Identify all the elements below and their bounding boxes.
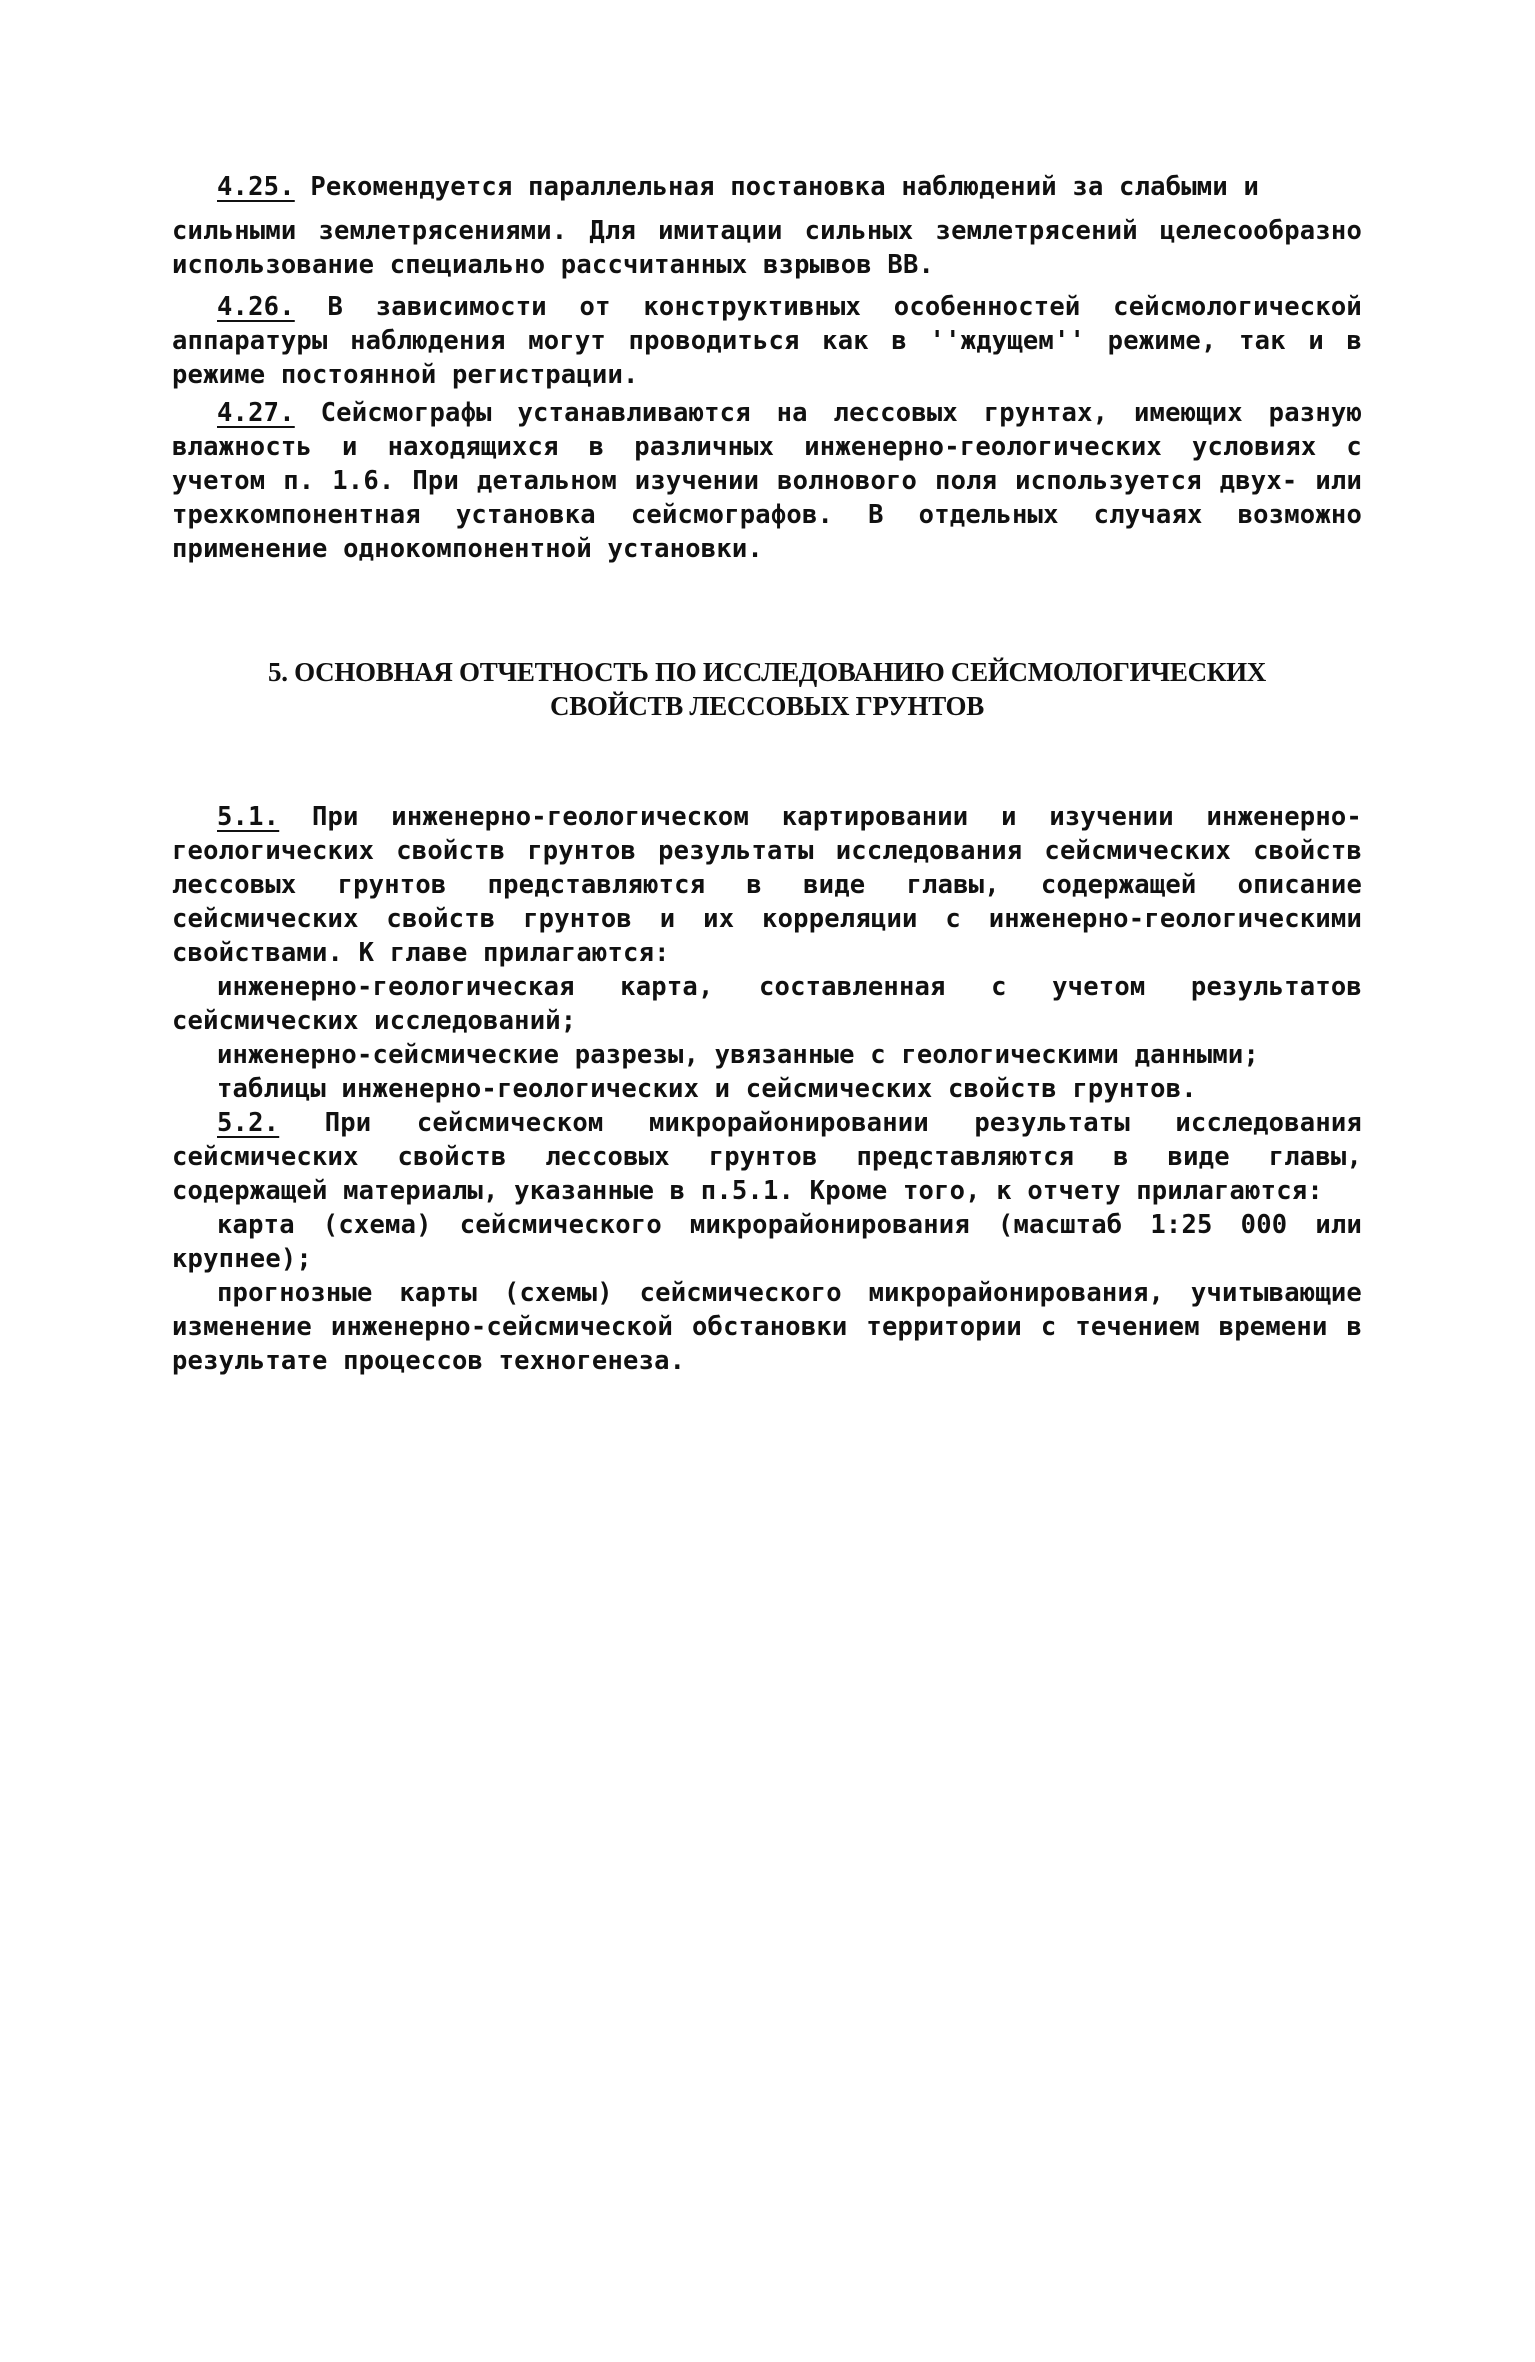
paragraph-number: 5.1. (217, 802, 280, 832)
paragraph-text: В зависимости от конструктивных особенностей сейсмологической аппаратуры наблюдения могут проводиться как в ''ждущем'' режиме, так и в режиме постоянной регистрации. (172, 292, 1362, 390)
section-4-block (172, 170, 1362, 566)
heading-line-2: СВОЙСТВ ЛЕССОВЫХ ГРУНТОВ (550, 691, 984, 721)
paragraph-4-27 (172, 396, 1362, 566)
paragraph-first-line: Рекомендуется параллельная постановка наблюдений за слабыми и (310, 172, 1260, 202)
section-5-block (172, 800, 1362, 1378)
list-item: инженерно-сейсмические разрезы, увязанные с геологическими данными; (217, 1040, 1260, 1070)
list-item: прогнозные карты (схемы) сейсмического микрорайонирования, учитывающие изменение инженерно-сейсмической обстановки территории с течением времени в результате процессов техногенеза. (172, 1278, 1362, 1376)
paragraph-text: При сейсмическом микрорайонировании результаты исследования сейсмических свойств лессовых грунтов представляются в виде главы, содержащей материалы, указанные в п.5.1. Кроме того, к отчету прилагаются: (172, 1108, 1362, 1206)
list-item: инженерно-геологическая карта, составленная с учетом результатов сейсмических исследований; (172, 972, 1362, 1036)
section-5-heading (172, 655, 1362, 723)
paragraph-5-1 (172, 800, 1362, 970)
paragraph-5-2 (172, 1106, 1362, 1208)
paragraph-number: 4.27. (217, 398, 295, 428)
list-item: таблицы инженерно-геологических и сейсмических свойств грунтов. (217, 1074, 1197, 1104)
paragraph-number: 4.25. (217, 172, 295, 202)
paragraph-4-25-continued: сильными землетрясениями. Для имитации сильных землетрясений целесообразно использование специально рассчитанных взрывов ВВ. (172, 216, 1362, 280)
heading-line-1: 5. ОСНОВНАЯ ОТЧЕТНОСТЬ ПО ИССЛЕДОВАНИЮ СЕЙСМОЛОГИЧЕСКИХ (268, 657, 1266, 687)
paragraph-text: При инженерно-геологическом картировании и изучении инженерно-геологических свойств грунтов результаты исследования сейсмических свойств лессовых грунтов представляются в виде главы, содержащей описание сейсмических свойств грунтов и их корреляции с инженерно-геологическими свойствами. К главе прилагаются: (172, 802, 1362, 968)
list-item: карта (схема) сейсмического микрорайонирования (масштаб 1:25 000 или крупнее); (172, 1210, 1362, 1274)
paragraph-4-25 (172, 170, 1362, 204)
paragraph-number: 5.2. (217, 1108, 280, 1138)
paragraph-4-26 (172, 290, 1362, 392)
paragraph-number: 4.26. (217, 292, 295, 322)
paragraph-text: Сейсмографы устанавливаются на лессовых грунтах, имеющих разную влажность и находящихся в различных инженерно-геологических условиях с учетом п. 1.6. При детальном изучении волнового поля используется двух- или трехкомпонентная установка сейсмографов. В отдельных случаях возможно применение однокомпонентной установки. (172, 398, 1362, 564)
